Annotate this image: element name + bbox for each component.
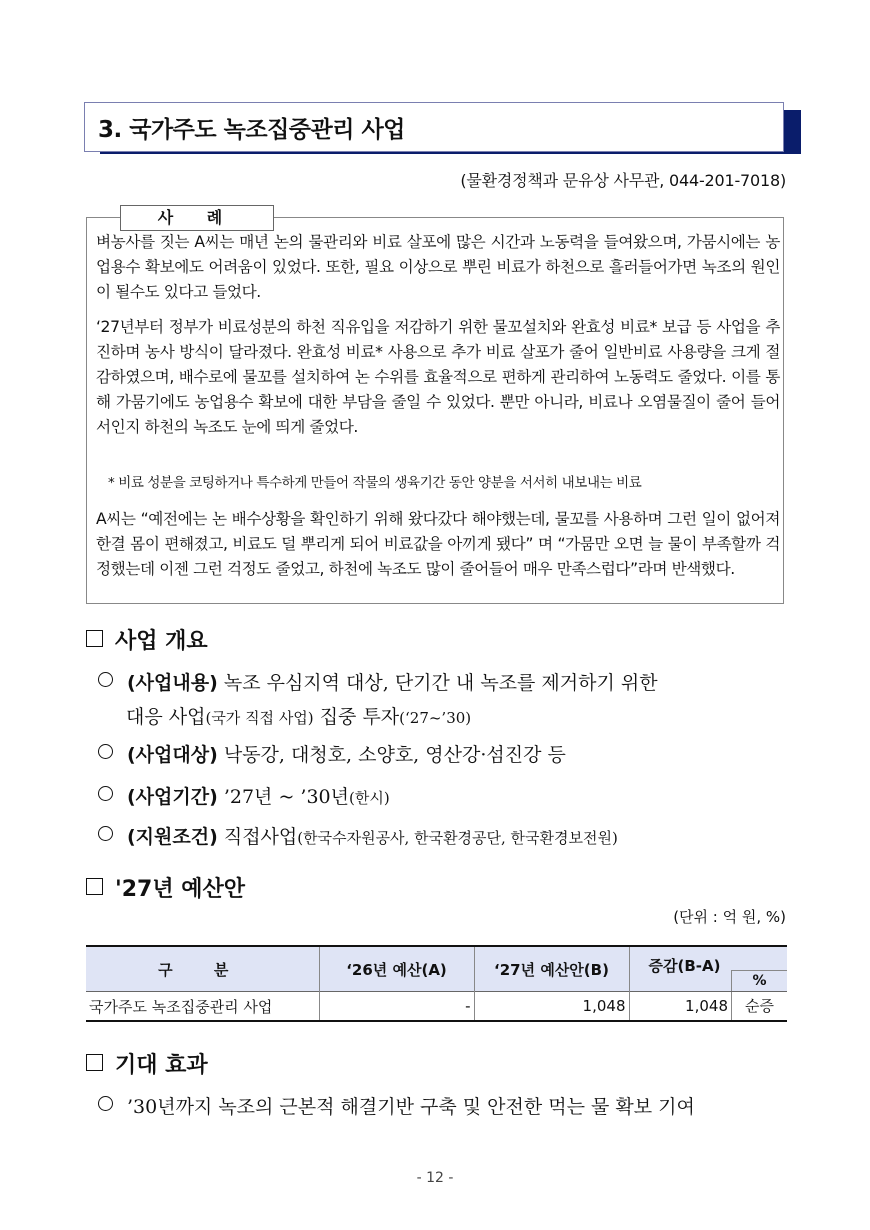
case-paragraph-3: A씨는 “예전에는 논 배수상황을 확인하기 위해 왔다갔다 해야했는데, 물꼬를 사용하며 그런 일이 없어져 한결 몸이 편해졌고, 비료도 덜 뿌리게 되어 비료값을 아끼게 됐다” 며 “가뭄만 오면 늘 물이 부족할까 걱정했는데 이젠 그런 걱정도 줄었고, 하천에 녹조도 많이 줄어들어 매우 만족스럽다”라며 반색했다. (96, 510, 780, 578)
case-paragraph-2: ‘27년부터 정부가 비료성분의 하천 직유입을 저감하기 위한 물꼬설치와 완효성 비료* 보급 등 사업을 추진하며 농사 방식이 달라졌다. 완효성 비료* 사용으로 추가 비료 살포가 줄어 일반비료 사용량을 크게 절감하였으며, 배수로에 물꼬를 설치하여 논 수위를 효율적으로 편하게 관리하여 노동력도 줄었다. 이를 통해 가뭄기에도 농업용수 확보에 대한 부담을 줄일 수 있었다. 뿐만 아니라, 비료나 오염물질이 줄어 들어서인지 하천의 녹조도 눈에 띄게 줄었다. (96, 318, 780, 436)
square-bullet-icon (86, 1054, 103, 1071)
circle-bullet-icon (98, 672, 113, 687)
overview-item-text-cont2: 집중 투자 (313, 706, 400, 728)
square-bullet-icon (86, 630, 103, 647)
row-2026-budget: - (319, 992, 474, 1022)
overview-item-note: (한시) (348, 789, 390, 807)
overview-item-text-cont: 대응 사업 (126, 706, 206, 728)
column-header-2027: ‘27년 예산안(B) (474, 946, 629, 992)
column-header-diff (629, 946, 787, 992)
effect-item-text: ’30년까지 녹조의 근본적 해결기반 구축 및 안전한 먹는 물 확보 기여 (127, 1096, 695, 1118)
budget-unit: (단위 : 억 원, %) (673, 908, 786, 926)
overview-item-label: (사업대상) (127, 744, 218, 766)
table-row (86, 992, 787, 1022)
budget-heading-text: '27년 예산안 (115, 877, 246, 902)
page-number: - 12 - (416, 1170, 454, 1186)
case-paragraph-1: 벼농사를 짓는 A씨는 매년 논의 물관리와 비료 살포에 많은 시간과 노동력을 들여왔으며, 가뭄시에는 농업용수 확보에도 어려움이 있었다. 또한, 필요 이상으로 뿌린 비료가 하천으로 흘러들어가면 녹조의 원인이 될수도 있다고 들었다. (96, 233, 780, 301)
section-title: 3. 국가주도 녹조집중관리 사업 (98, 117, 405, 143)
square-bullet-icon (86, 878, 103, 895)
effect-heading-text: 기대 효과 (115, 1053, 208, 1078)
table-header-row (86, 946, 787, 992)
case-label: 사 례 (120, 205, 274, 231)
overview-heading-text: 사업 개요 (115, 629, 208, 654)
overview-item-target (98, 738, 788, 772)
row-percent: 순증 (731, 992, 787, 1020)
circle-bullet-icon (98, 1096, 113, 1111)
column-header-2026: ‘26년 예산(A) (319, 946, 474, 992)
overview-item-note: (국가 직접 사업) (205, 709, 314, 727)
overview-item-label: (사업내용) (127, 672, 218, 694)
overview-item-label: (지원조건) (127, 826, 218, 848)
section-header (84, 102, 784, 152)
effect-heading (86, 1048, 208, 1079)
budget-heading (86, 872, 245, 903)
overview-item-text: 낙동강, 대청호, 소양호, 영산강·섬진강 등 (217, 744, 566, 766)
row-diff: 1,048 (685, 997, 728, 1015)
percent-subheader: % (731, 970, 787, 991)
overview-item-text: 직접사업 (217, 826, 298, 848)
row-name: 국가주도 녹조집중관리 사업 (89, 997, 273, 1016)
column-header-category: 구 분 (86, 946, 319, 992)
row-diff-cell (629, 992, 787, 1022)
overview-item-support (98, 820, 788, 855)
overview-item-text: 녹조 우심지역 대상, 단기간 내 녹조를 제거하기 위한 (217, 672, 658, 694)
overview-item-note: (한국수자원공사, 한국환경공단, 한국환경보전원) (297, 829, 618, 847)
circle-bullet-icon (98, 786, 113, 801)
diff-label: 증감(B-A) (648, 957, 721, 975)
effect-item (98, 1090, 788, 1124)
circle-bullet-icon (98, 744, 113, 759)
budget-table (86, 945, 787, 1022)
overview-item-period (98, 780, 788, 815)
overview-item-label: (사업기간) (127, 786, 218, 808)
circle-bullet-icon (98, 826, 113, 841)
overview-item-content (98, 666, 788, 735)
case-footnote: * 비료 성분을 코팅하거나 특수하게 만들어 작물의 생육기간 동안 양분을 서서히 내보내는 비료 (108, 475, 642, 491)
overview-item-period: (‘27~’30) (399, 709, 472, 727)
row-2027-budget: 1,048 (474, 992, 629, 1022)
overview-heading (86, 624, 208, 655)
overview-item-text: ’27년 ~ ’30년 (217, 786, 349, 808)
contact-info: (물환경정책과 문유상 사무관, 044-201-7018) (460, 171, 786, 190)
